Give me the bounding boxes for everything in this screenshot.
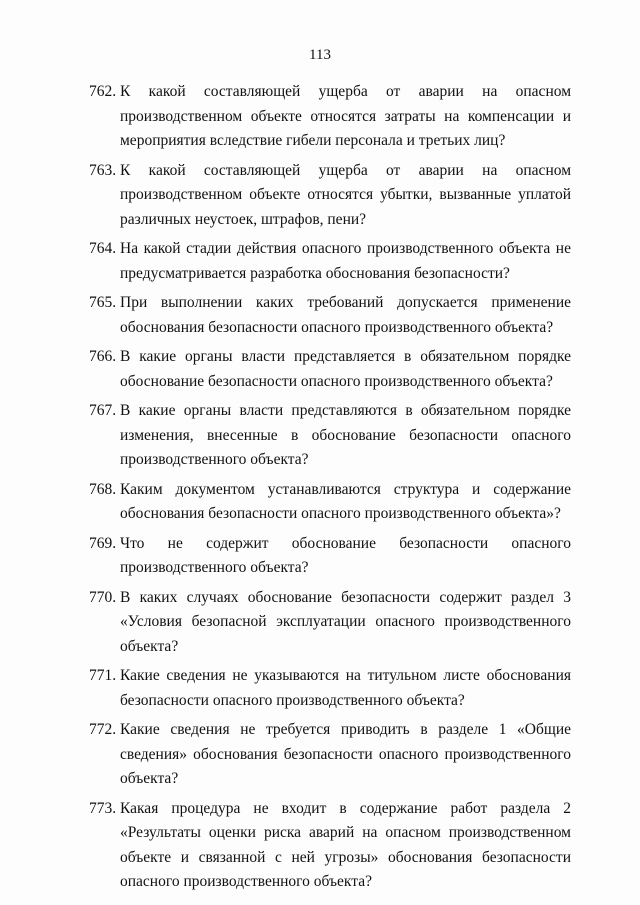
question-number: 767. [89,402,117,419]
question-text: Какие сведения не указываются на титульном листе обоснования безопасности опасного производственного объекта? [120,667,571,709]
question-text: В какие органы власти представляются в обязательном порядке изменения, внесенные в обоснование безопасности опасного производственного объекта? [120,402,571,468]
question-number: 765. [89,294,117,311]
question-text: В какие органы власти представляется в обязательном порядке обоснование безопасности опасного производственного объекта? [120,348,571,390]
question-item [89,718,571,792]
question-text: К какой составляющей ущерба от аварии на опасном производственном объекте относятся убытки, вызванные уплатой различных неустоек, штрафов, пени? [120,161,571,228]
question-number: 764. [89,240,117,257]
question-number: 768. [89,480,117,498]
question-number: 772. [89,721,117,738]
question-number: 769. [89,534,117,552]
question-text: В каких случаях обоснование безопасности содержит раздел 3 «Условия безопасной эксплуатации опасного производственного объекта? [120,588,571,655]
question-item [89,478,571,527]
page-number: 113 [309,47,331,63]
question-item [89,159,571,233]
question-text: Какая процедура не входит в содержание работ раздела 2 «Результаты оценки риска аварий на опасном производственном объекте и связанной с ней угрозы» обоснования безопасности опасного производственного объекта? [120,799,571,890]
question-number: 763. [89,161,117,179]
question-text: На какой стадии действия опасного производственного объекта не предусматривается разработка обоснования безопасности? [120,240,571,282]
question-number: 770. [89,588,117,606]
question-item [89,797,571,895]
question-text: Каким документом устанавливаются структура и содержание обоснования безопасности опасного производственного объекта»? [120,480,571,522]
question-text: При выполнении каких требований допускается применение обоснования безопасности опасного производственного объекта? [120,294,571,336]
question-number: 762. [89,83,117,100]
question-item [89,345,571,394]
question-item [89,664,571,713]
question-item [89,532,571,581]
question-text: Какие сведения не требуется приводить в разделе 1 «Общие сведения» обоснования безопасности опасного производственного объекта? [120,721,571,787]
question-item [89,237,571,286]
question-item [89,586,571,660]
question-list [89,80,571,900]
question-text: К какой составляющей ущерба от аварии на опасном производственном объекте относятся затраты на компенсации и мероприятия вследствие гибели персонала и третьих лиц? [120,83,571,149]
question-item [89,399,571,473]
question-number: 766. [89,348,117,365]
question-number: 773. [89,799,117,817]
question-item [89,80,571,154]
question-item [89,291,571,340]
question-number: 771. [89,667,117,684]
question-text: Что не содержит обоснование безопасности опасного производственного объекта? [120,534,571,576]
